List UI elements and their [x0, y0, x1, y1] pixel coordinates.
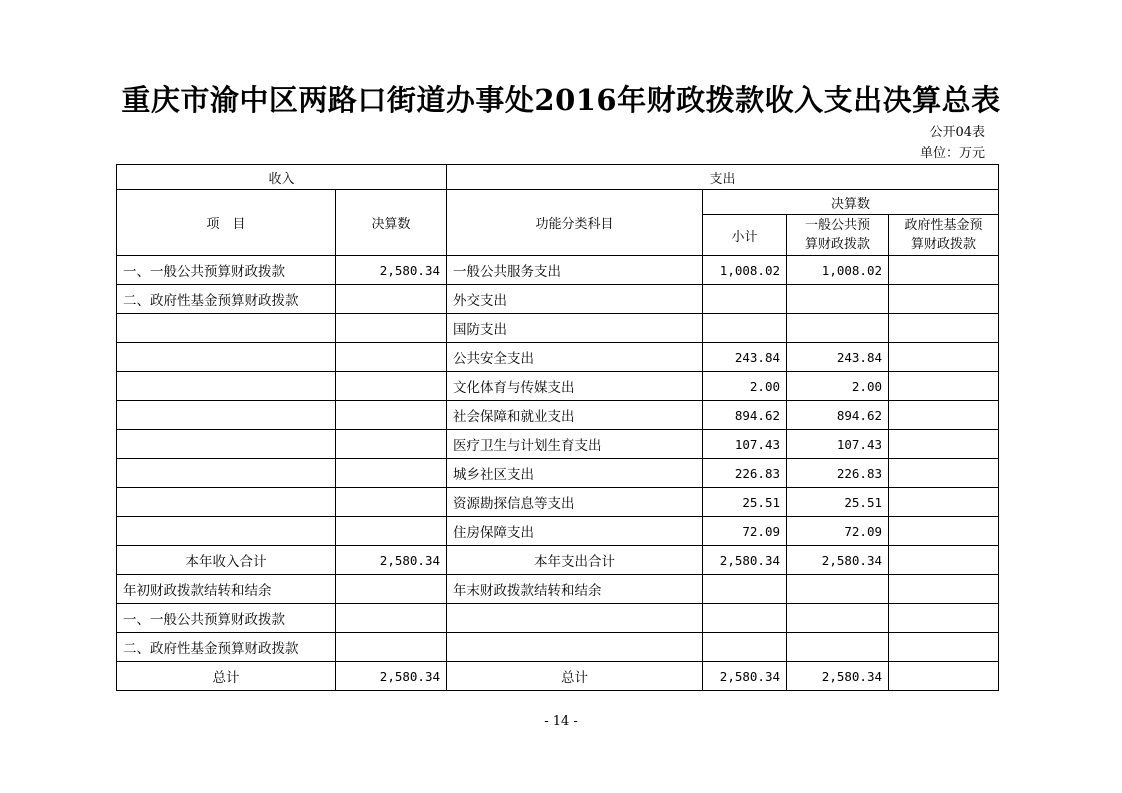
income-amount	[336, 575, 447, 604]
gov-fund-cell	[889, 633, 999, 662]
table-row	[117, 459, 999, 488]
general-cell	[787, 575, 889, 604]
table-row	[117, 401, 999, 430]
expense-item: 社会保障和就业支出	[447, 401, 703, 430]
income-amount	[336, 517, 447, 546]
income-amount	[336, 430, 447, 459]
general-cell	[787, 285, 889, 314]
expense-item: 城乡社区支出	[447, 459, 703, 488]
year-income-total-label: 本年收入合计	[117, 546, 336, 575]
table-row	[117, 314, 999, 343]
grand-subtotal: 2,580.34	[703, 662, 787, 691]
budget-table	[116, 164, 999, 691]
income-amount	[336, 633, 447, 662]
final-amount-header: 决算数	[336, 190, 447, 256]
expense-item: 外交支出	[447, 285, 703, 314]
function-class-header: 功能分类科目	[447, 190, 703, 256]
gov-fund-cell	[889, 314, 999, 343]
year-gov-fund-total	[889, 546, 999, 575]
table-header-row	[117, 190, 999, 215]
gov-fund-cell	[889, 401, 999, 430]
income-amount	[336, 604, 447, 633]
expense-item: 年末财政拨款结转和结余	[447, 575, 703, 604]
income-item	[117, 401, 336, 430]
year-subtotal: 2,580.34	[703, 546, 787, 575]
income-item: 二、政府性基金预算财政拨款	[117, 633, 336, 662]
income-item	[117, 488, 336, 517]
general-cell: 72.09	[787, 517, 889, 546]
gov-fund-cell	[889, 488, 999, 517]
subtotal-cell: 25.51	[703, 488, 787, 517]
income-amount	[336, 372, 447, 401]
general-cell: 2.00	[787, 372, 889, 401]
table-row	[117, 604, 999, 633]
income-item	[117, 314, 336, 343]
gov-fund-header-line2: 算财政拨款	[911, 237, 977, 252]
general-cell	[787, 604, 889, 633]
subtotal-cell: 2.00	[703, 372, 787, 401]
item-header: 项 目	[117, 190, 336, 256]
year-income-total-amount: 2,580.34	[336, 546, 447, 575]
table-row	[117, 343, 999, 372]
general-budget-header	[787, 215, 889, 256]
grand-income-total-label: 总计	[117, 662, 336, 691]
income-amount	[336, 314, 447, 343]
income-item: 一、一般公共预算财政拨款	[117, 256, 336, 285]
income-amount	[336, 343, 447, 372]
income-item: 一、一般公共预算财政拨款	[117, 604, 336, 633]
table-row	[117, 488, 999, 517]
gov-fund-header	[889, 215, 999, 256]
gov-fund-cell	[889, 372, 999, 401]
subtotal-cell: 226.83	[703, 459, 787, 488]
grand-total-row	[117, 662, 999, 691]
expense-item: 一般公共服务支出	[447, 256, 703, 285]
expense-header: 支出	[447, 165, 999, 190]
income-amount	[336, 285, 447, 314]
subtotal-cell	[703, 633, 787, 662]
income-amount	[336, 488, 447, 517]
table-row	[117, 430, 999, 459]
general-cell: 226.83	[787, 459, 889, 488]
expense-item	[447, 604, 703, 633]
subtotal-cell: 107.43	[703, 430, 787, 459]
table-row	[117, 517, 999, 546]
grand-gov-fund-total	[889, 662, 999, 691]
gov-fund-cell	[889, 517, 999, 546]
gov-fund-cell	[889, 604, 999, 633]
subtotal-header: 小计	[703, 215, 787, 256]
form-code: 公开04表	[929, 125, 985, 140]
expense-item: 住房保障支出	[447, 517, 703, 546]
gov-fund-cell	[889, 575, 999, 604]
income-amount	[336, 459, 447, 488]
gov-fund-cell	[889, 430, 999, 459]
grand-expense-total-label: 总计	[447, 662, 703, 691]
table-row	[117, 633, 999, 662]
income-amount: 2,580.34	[336, 256, 447, 285]
general-cell: 25.51	[787, 488, 889, 517]
table-row	[117, 372, 999, 401]
income-item	[117, 459, 336, 488]
general-cell: 894.62	[787, 401, 889, 430]
expense-item: 医疗卫生与计划生育支出	[447, 430, 703, 459]
expense-item: 文化体育与传媒支出	[447, 372, 703, 401]
gov-fund-cell	[889, 256, 999, 285]
year-expense-total-label: 本年支出合计	[447, 546, 703, 575]
subtotal-cell	[703, 285, 787, 314]
subtotal-cell: 1,008.02	[703, 256, 787, 285]
gov-fund-cell	[889, 459, 999, 488]
subtotal-cell: 894.62	[703, 401, 787, 430]
expense-item	[447, 633, 703, 662]
general-cell	[787, 314, 889, 343]
expense-item: 资源勘探信息等支出	[447, 488, 703, 517]
subtotal-cell	[703, 604, 787, 633]
final-amount-group-header: 决算数	[703, 190, 999, 215]
income-item	[117, 517, 336, 546]
general-cell: 243.84	[787, 343, 889, 372]
general-budget-header-line2: 算财政拨款	[805, 237, 871, 252]
table-row	[117, 285, 999, 314]
subtotal-cell: 72.09	[703, 517, 787, 546]
income-header: 收入	[117, 165, 447, 190]
income-amount	[336, 401, 447, 430]
year-total-row	[117, 546, 999, 575]
page-title: 重庆市渝中区两路口街道办事处2016年财政拨款收入支出决算总表	[121, 83, 1001, 117]
general-budget-header-line1: 一般公共预	[805, 218, 871, 233]
gov-fund-cell	[889, 285, 999, 314]
expense-item: 国防支出	[447, 314, 703, 343]
expense-item: 公共安全支出	[447, 343, 703, 372]
income-item	[117, 343, 336, 372]
general-cell: 1,008.02	[787, 256, 889, 285]
subtotal-cell: 243.84	[703, 343, 787, 372]
income-item	[117, 430, 336, 459]
subtotal-cell	[703, 575, 787, 604]
grand-income-total-amount: 2,580.34	[336, 662, 447, 691]
general-cell: 107.43	[787, 430, 889, 459]
unit-label: 单位：万元	[919, 146, 985, 161]
table-header-row	[117, 165, 999, 190]
table-row	[117, 256, 999, 285]
grand-general-total: 2,580.34	[787, 662, 889, 691]
general-cell	[787, 633, 889, 662]
page-number: - 14 -	[544, 714, 578, 729]
income-item: 年初财政拨款结转和结余	[117, 575, 336, 604]
gov-fund-cell	[889, 343, 999, 372]
income-item: 二、政府性基金预算财政拨款	[117, 285, 336, 314]
year-general-total: 2,580.34	[787, 546, 889, 575]
subtotal-cell	[703, 314, 787, 343]
table-row	[117, 575, 999, 604]
income-item	[117, 372, 336, 401]
gov-fund-header-line1: 政府性基金预	[904, 218, 983, 233]
